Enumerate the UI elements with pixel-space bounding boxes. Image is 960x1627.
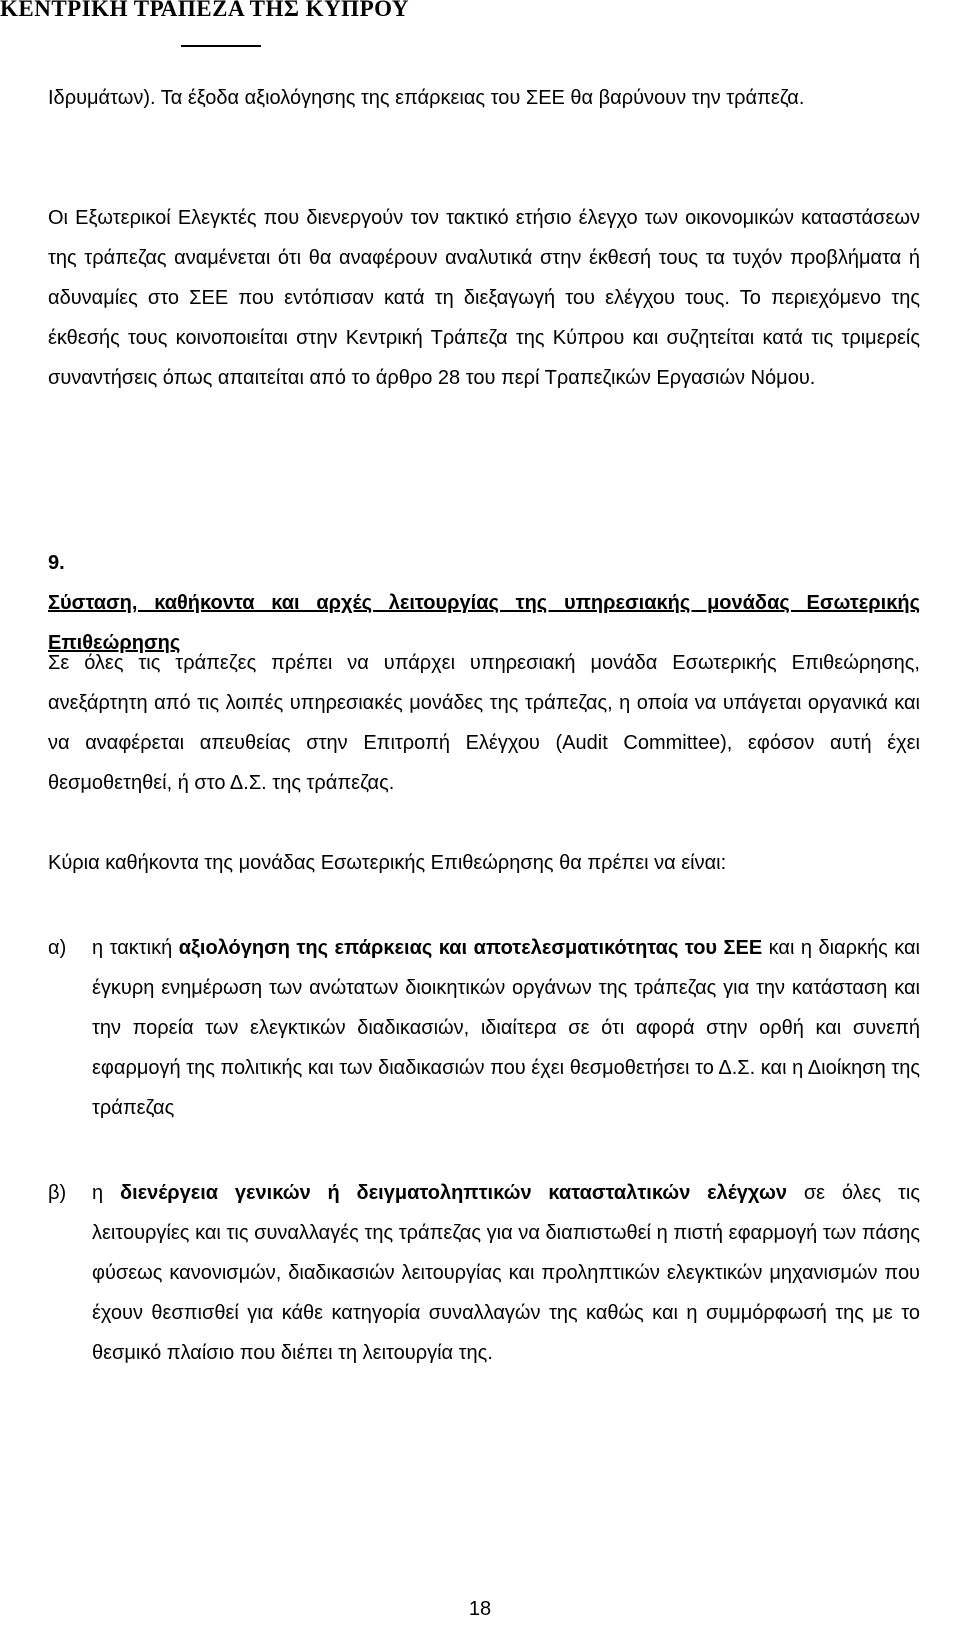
- list-marker-b: β): [48, 1182, 67, 1204]
- paragraph-continuation: Ιδρυμάτων). Τα έξοδα αξιολόγησης της επάρκειας του ΣΕΕ θα βαρύνουν την τράπεζα.: [48, 87, 805, 109]
- list-item-b-pre: η: [92, 1182, 120, 1204]
- paragraph-internal-audit-unit: Σε όλες τις τράπεζες πρέπει να υπάρχει υπηρεσιακή μονάδα Εσωτερικής Επιθεώρησης, ανεξάρτητη από τις λοιπές υπηρεσιακές μονάδες της τράπεζας, η οποία να υπάγεται οργανικά και να αναφέρεται απευθείας στην Επιτροπή Ελέγχου (Audit Committee), εφόσον αυτή έχει θεσμοθετηθεί, ή στο Δ.Σ. της τράπεζας.: [48, 652, 920, 794]
- list-item-b-text: [92, 1173, 920, 1373]
- section-number: 9.: [48, 552, 65, 574]
- list-item-a-text: [92, 928, 920, 1128]
- paragraph-main-duties-intro: Κύρια καθήκοντα της μονάδας Εσωτερικής Επιθεώρησης θα πρέπει να είναι:: [48, 852, 727, 874]
- list-item-a-pre: η τακτική: [92, 937, 179, 959]
- paragraph-external-auditors: Οι Εξωτερικοί Ελεγκτές που διενεργούν τον τακτικό ετήσιο έλεγχο των οικονομικών καταστάσεων της τράπεζας αναμένεται ότι θα αναφέρουν αναλυτικά στην έκθεσή τους τα τυχόν προβλήματα ή αδυναμίες στο ΣΕΕ που εντόπισαν κατά τη διεξαγωγή του ελέγχου τους. Το περιεχόμενο της έκθεσής τους κοινοποιείται στην Κεντρική Τράπεζα της Κύπρου και συζητείται κατά τις τριμερείς συναντήσεις όπως απαιτείται από το άρθρο 28 του περί Τραπεζικών Εργασιών Νόμου.: [48, 207, 920, 389]
- header-rule: [181, 45, 261, 47]
- list-item-b-bold: διενέργεια γενικών ή δειγματοληπτικών κατασταλτικών ελέγχων: [119, 1182, 788, 1204]
- page-number: 18: [468, 1598, 492, 1620]
- list-marker-a: α): [48, 937, 67, 959]
- list-item-b: [48, 1173, 920, 1373]
- list-item-b-post: σε όλες τις λειτουργίες και τις συναλλαγές της τράπεζας για να διαπιστωθεί η πιστή εφαρμογή των πάσης φύσεως κανονισμών, διαδικασιών λειτουργίας και προληπτικών ελεγκτικών μηχανισμών που έχουν θεσπισθεί για κάθε κατηγορία συναλλαγών της καθώς και η συμμόρφωσή της με το θεσμικό πλαίσιο που διέπει τη λειτουργία της.: [92, 1182, 920, 1364]
- document-header-title: ΚΕΝΤΡΙΚΗ ΤΡΑΠΕΖΑ ΤΗΣ ΚΥΠΡΟΥ: [0, 0, 410, 21]
- list-item-a-bold: αξιολόγηση της επάρκειας και αποτελεσματικότητας του ΣΕΕ: [178, 937, 763, 959]
- list-item-a: [48, 928, 920, 1128]
- section-title-text: Σύσταση, καθήκοντα και αρχές λειτουργίας της υπηρεσιακής μονάδας Εσωτερικής Επιθεώρησης: [48, 592, 920, 654]
- list-item-a-post: και η διαρκής και έγκυρη ενημέρωση των ανώτατων διοικητικών οργάνων της τράπεζας για την κατάσταση και την πορεία των ελεγκτικών διαδικασιών, ιδιαίτερα σε ότι αφορά στην ορθή και συνεπή εφαρμογή της πολιτικής και των διαδικασιών που έχει θεσμοθετήσει το Δ.Σ. και η Διοίκηση της τράπεζας: [92, 937, 920, 1119]
